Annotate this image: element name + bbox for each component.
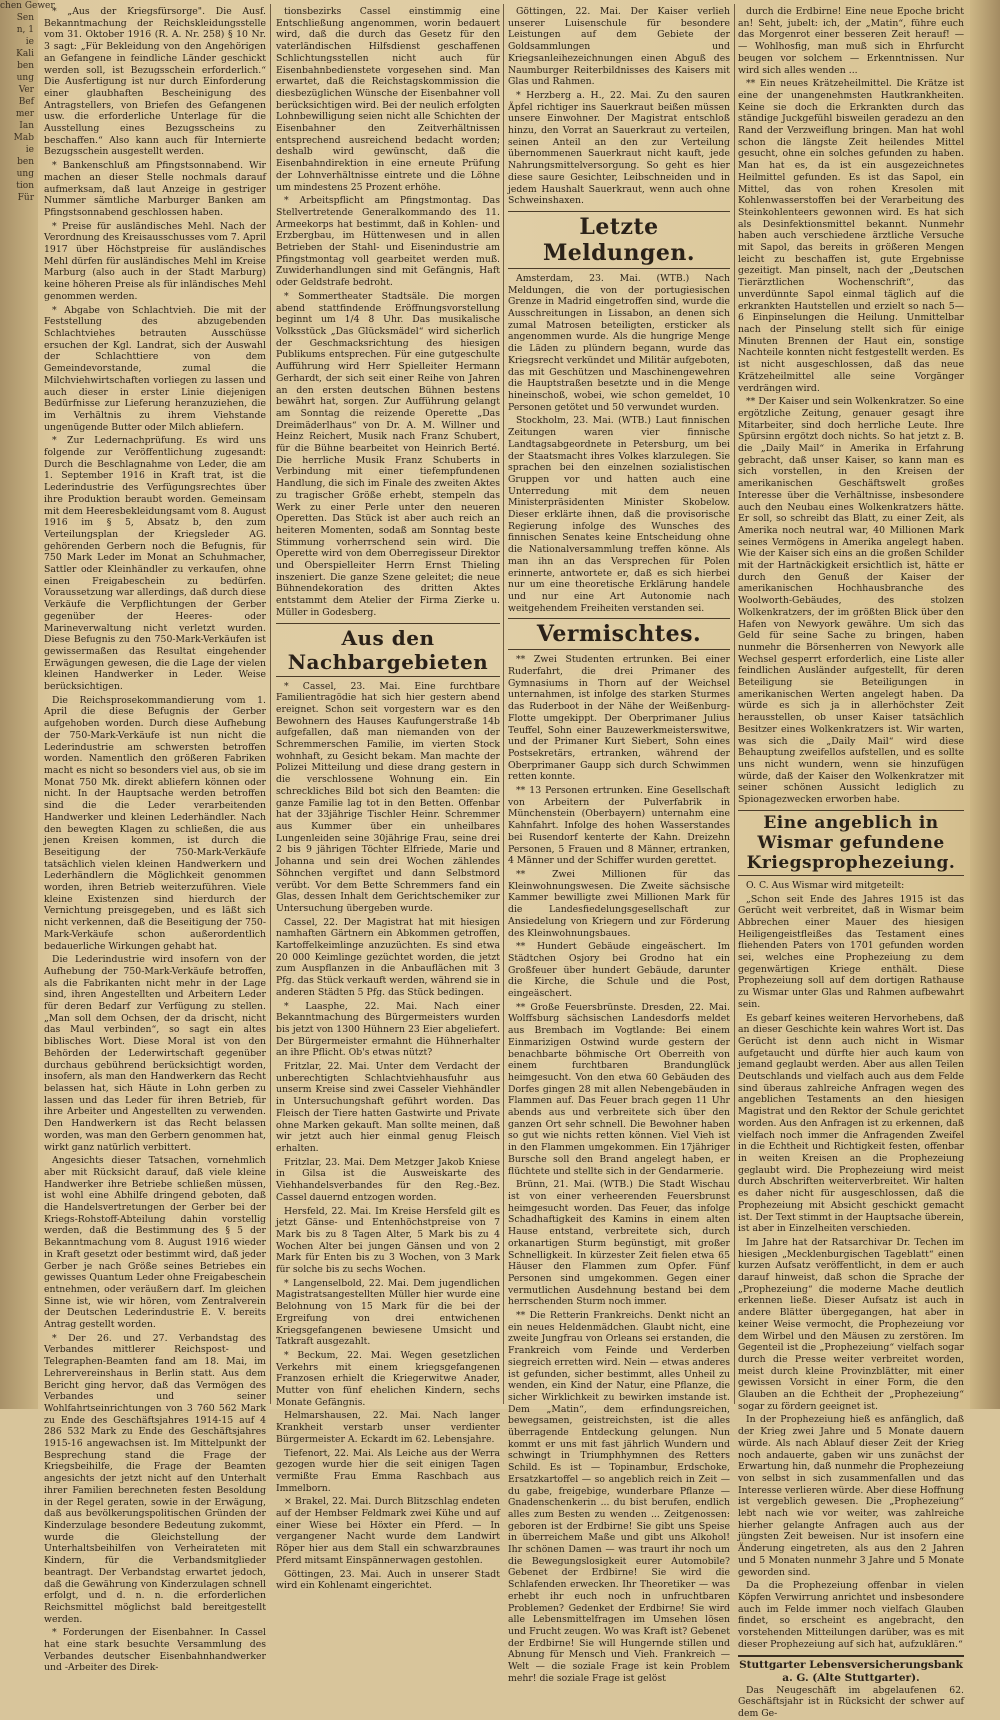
article-schlachtvieh: * Abgabe von Schlachtvieh. Die mit der Feststellung des abzugebenden Schlachtviehes betrauten Ausschüsse ersuchen der Kgl. Landrat, sich der Auswahl der Schlachttiere von dem Gemeindevorstande, zumal die Milchviehwirtschaften vorliegen zu lassen und auch dieser in erster Linie diejenigen Bedürfnisse zur Lieferung heranzuziehen, die im Verhältnis zu ihrem Viehstande ungenügende Butter oder Milch abliefern. — [44, 304, 266, 433]
article-sommertheater: * Sommertheater Stadtsäle. Die morgen abend stattfindende Eröffnungsvorstellung beginnt um 1/4 8 Uhr. Das musikalische Volksstück „Das Glücksmädel“ wird sicherlich der Geschmacksrichtung des hiesigen Publikums entsprechen. Für eine gutgeschulte Aufführung wird Herr Spielleiter Hermann Gerhardt, der sich seit einer Reihe von Jahren an den ersten deutschen Bühnen bestens bewährt hat, sorgen. Zur Aufführung gelangt am Sonntag die reizende Operette „Das Dreimäderlhaus“ von Dr. A. M. Willner und Heinz Reichert, Musik nach Franz Schubert, für die Bühne bearbeitet von Heinrich Berté. Die herrliche Musik Franz Schuberts in Verbindung mit einer tiefempfundenen Handlung, die sich im Finale des zweiten Aktes zu tragischer Größe erhebt, stempeln das Werk zu einer Perle unter den neueren Operetten. Das Stück ist aber auch reich an heiteren Momenten, sodaß am Sonntag beste Stimmung vorherrschend sein wird. Die Operette wird von dem Oberregisseur Direktor und Oberspielleiter Herrn Ernst Thieling inszeniert. Die ganze Szene geleitet; die neue Bühnendekoration des dritten Aktes entstammt dem Atelier der Firma Zierke u. Müller in Godesberg. — [276, 290, 500, 618]
news-item: ** Zwei Studenten ertrunken. Bei einer Ruderfahrt, die drei Primaner des Gymnasiums in Thorn auf der Weichsel unternahmen, ist infolge des starken Sturmes das Ruderboot in der Nähe der Weißenburg-Flotte umgekippt. Der Oberprimaner Julius Teuffel, Sohn einer Bauzewerkmeisterswitwe, und der Primaner Kurt Siebert, Sohn eines Postsekretärs, ertranken, während der Oberprimaner Gaupp sich durch Schwimmen retten konnte. — [508, 654, 730, 783]
news-item: Hersfeld, 22. Mai. Im Kreise Hersfeld gilt es jetzt Gänse- und Entenhöchstpreise von 7 Mark bis zu 8 Tagen Alter, 5 Mark bis zu 4 Wochen Alter bei jungen Gänsen und von 2 Mark für Enten bis zu 3 Wochen, von 3 Mark für solche bis zu sechs Wochen. — [276, 1205, 500, 1276]
news-item: ** Große Feuersbrünste. Dresden, 22. Mai. Wolffsburg sächsischen Landesdorfs meldet aus Brembach im Vogtlande: Bei einem Einmarizigen Ostwind wurde gestern der benachbarte böhmische Ort Oberreith von einem furchtbaren Brandunglück heimgesucht. Von den etwa 60 Gebäuden des Dorfes gingen 28 mit allen Nebengebäuden in Flammen auf. Das Feuer brach gegen 11 Uhr abends aus und verbreitete sich über den ganzen Ort sehr schnell. Die Bewohner haben so gut wie nichts retten können. Viel Vieh ist in den Flammen umgekommen. Ein 17jähriger Bursche soll den Brand angelegt haben, er flüchtete und stellte sich in der Gendarmerie. — [508, 1001, 730, 1177]
gutter-fragment: tion — [16, 181, 34, 191]
article-mehlpreise: * Preise für ausländisches Mehl. Nach der Verordnung des Kreisausschusses vom 7. April 1917 über Höchstpreise für ausländisches Mehl dürfen für ausländisches Mehl im Kreise Marburg (also auch in der Stadt Marburg) keine höheren Preise als für inländisches Mehl genommen werden. — [44, 220, 266, 302]
section-heading-nachbargebiete: Aus den Nachbargebieten — [276, 623, 500, 677]
gutter-fragment: ben — [17, 61, 34, 71]
gutter-fragment: ung — [16, 169, 34, 179]
column-rule — [503, 4, 504, 1404]
news-item: * Langenselbold, 22. Mai. Dem jugendlichen Magistratsangestellten Müller hier wurde eine Belohnung von 15 Mark für die bei der Ergreifung von drei entwichenen Kriegsgefangenen bewiesene Umsicht und Tatkraft ausgezahlt. — [276, 1277, 500, 1348]
article-paragraph: In der Prophezeiung hieß es anfänglich, daß der Krieg zwei Jahre und 5 Monate dauern würde. Als nach Ablauf dieser Zeit der Krieg noch andauerte, gaben wir uns zunächst der Erwartung hin, daß nunmehr die Prophezeiung von selbst in sich zusammenfallen und das Interesse verlieren würde. Aber diese Hoffnung ist vergeblich gewesen. Die „Prophezeiung“ lebt nach wie vor weiter, was zahlreiche hierher gelangte Anfragen auch aus der jüngsten Zeit beweisen. Nur ist insofern eine Änderung eingetreten, als aus den 2 Jahren und 5 Monaten nunmehr 3 Jahre und 5 Monate geworden sind. — [738, 1414, 964, 1578]
insurance-notice-title: Stuttgarter Lebensversicherungsbank a. G. (Alte Stuttgarter). — [738, 1655, 964, 1685]
article-paragraph: „Schon seit Ende des Jahres 1915 ist das Gerücht weit verbreitet, daß in Wismar beim Abbrechen einer Mauer des hiesigen Heiligengeistfleißes das Testament eines fliehenden Paters von 1701 gefunden worden sei, welches eine Prophezeiung zu dem gegenwärtigen Kriege enthält. Diese Prophezeiung soll auf dem dortigen Rathause zu Wismar unter Glas und Rahmen aufbewahrt sein. — [738, 893, 964, 1010]
news-item: Fritzlar, 23. Mai. Dem Metzger Jakob Kniese in Gilsa ist die Ausweiskarte des Viehhandelsverbandes für den Reg.-Bez. Cassel dauernd entzogen worden. — [276, 1156, 500, 1203]
news-item: Brünn, 21. Mai. (WTB.) Die Stadt Wischau ist von einer verheerenden Feuersbrunst heimgesucht worden. Das Feuer, das infolge Schadhaftigkeit des Kamins in einem alten Hause entstand, verbreitete sich, durch orkanartigen Sturm begünstigt, mit großer Schnelligkeit. In kürzester Zeit fielen etwa 65 Häuser den Flammen zum Opfer. Fünf Personen sind umgekommen. Gegen einer vermutlichen Ausdehnung bestand bei dem herrschenden Sturm noch immer. — [508, 1179, 730, 1308]
article-paragraph: O. C. Aus Wismar wird mitgeteilt: — [746, 879, 905, 891]
article-paragraph: Angesichts dieser Tatsachen, vornehmlich aber mit Rücksicht darauf, daß viele kleine Handwerker ihre Betriebe schließen müssen, ist wohl eine Abhilfe dringend geboten, daß die Handelsvertretungen der Gerber bei der Kriegs-Rohstoff-Abteilung dahin vorstellig werden, daß die Bestimmung des § 5 der Bekanntmachung vom 8. August 1916 wieder in Kraft gesetzt oder bestimmt wird, daß jeder Gerber je nach Größe seines Betriebes ein gewisses Quantum Leder ohne Freigabeschein entnehmen, oder veräußern darf. Im gleichen Sinne ist, wie wir hören, vom Zentralverein der Deutschen Lederindustrie E. V. bereits Antrag gestellt worden. — [44, 1155, 266, 1331]
article-paragraph: Die Lederindustrie wird insofern von der Aufhebung der 750-Mark-Verkäufe betroffen, als die Fabrikanten nicht mehr in der Lage sind, ihren Angestellten und Arbeitern Leder für deren Bedarf zur Verfügung zu stellen. „Man soll dem Ochsen, der da drischt, nicht das Maul verbinden“, so sagt ein altes biblisches Wort. Diese Moral ist von den Behörden der Lederwirtschaft gegenüber durchaus gebührend berücksichtigt worden, insofern, als man den Handwerkern das Recht belassen hat, sich Häute in Lohn gerben zu lassen und das Leder für ihren Betrieb, für ihre Arbeiter und Angestellten zu verwenden. Den Handwerkern ist das Recht belassen worden, was man den Gerbern genommen hat, wirkt ganz natürlich verbittert. — [44, 954, 266, 1153]
left-gutter-fragments — [0, 0, 55, 1409]
column-rule — [270, 4, 271, 1404]
article-paragraph: durch die Erdbirne! Eine neue Epoche bricht an! Seht, jubelt: ich, der „Matin“, führe euch das Morgenrot einer besseren Zeit herauf! — — Wohlhosfig, man muß sich in Ehrfurcht beugen vor solchem — Erkenntnissen. Nur wird sich alles wenden ... — [738, 6, 964, 76]
gutter-fragment: Für — [17, 193, 34, 203]
news-item: Helmarshausen, 22. Mai. Nach langer Krankheit verstarb unser verdienter Bürgermeister A. Eckardt im 62. Lebensjahre. — [276, 1410, 500, 1445]
article-paragraph: Im Jahre hat der Ratsarchivar Dr. Techen im hiesigen „Mecklenburgischen Tageblatt“ einen kurzen Aufsatz veröffentlicht, in dem er auch darauf hinweist, daß schon die Sprache der „Prophezeiung“ die moderne Mache deutlich erkennen ließe. Dieser Aufsatz ist auch in andere Blätter übergegangen, hat aber in keiner Weise vermocht, die Prophezeiung vor dem Wirbel und den Mäusen zu zerstören. Im Gegenteil ist die „Prophezeiung“ vielfach sogar durch die Presse weiter verbreitet worden, meist durch kleine Provinzblätter, mit einer gewissen Vorsicht in einer Form, die den Glauben an die Echtheit der „Prophezeiung“ sogar zu fördern geeignet ist. — [738, 1236, 964, 1412]
news-item: * Laasphe, 22. Mai. Nach einer Bekanntmachung des Bürgermeisters wurden bis jetzt von 1300 Hühnern 23 Eier abgeliefert. Der Bürgermeister ermahnt die Hühnerhalter an ihre Pflicht. Ob's etwas nützt? — [276, 1000, 500, 1059]
article-paragraph: Da die Prophezeiung offenbar in vielen Köpfen Verwirrung anrichtet und insbesondere auch im Felde immer noch vielfach Glauben findet, so erscheint es angebracht, den vorstehenden Mitteilungen darüber, was es mit dieser Prophezeiung auf sich hat, aufzuklären.“ — [738, 1580, 964, 1650]
news-item: ** 13 Personen ertrunken. Eine Gesellschaft von Arbeitern der Pulverfabrik in Münchenstein (Oberbayern) unternahm eine Kahnfahrt. Infolge des hohen Wasserstandes bei Rusendorf kenterte der Kahn. Dreizehn Personen, 5 Frauen und 8 Männer, ertranken, 4 Männer und der Schiffer wurden gerettet. — [508, 785, 730, 867]
gutter-fragment: ie — [25, 37, 34, 47]
section-heading-kriegsprophezeiung: Eine angeblich in Wismar gefundene Kriegsprophezeiung. — [738, 810, 964, 876]
section-heading-letzte-meldungen: Letzte Meldungen. — [508, 211, 730, 269]
gutter-fragment: ie — [25, 145, 34, 155]
news-item: Cassel, 22. Der Magistrat hat mit hiesigen namhaften Gärtnern ein Abkommen getroffen, Kartoffelkeimlinge anzuzüchten. Es sind etwa 20 000 Keimlinge gezüchtet worden, die jetzt zum Auspflanzen in die Anbauflächen mit 3 Pfg. das Stück verkauft werden, während sie in anderen Städten 5 Pfg. das Stück bedingen. — [276, 916, 500, 998]
gutter-fragment: Mab — [13, 133, 34, 143]
gutter-fragment: Bef — [18, 97, 34, 107]
article-paragraph: Das Neugeschäft im abgelaufenen 62. Geschäftsjahr ist in Rücksicht der schwer auf dem Ge- — [738, 1684, 964, 1719]
news-item: Göttingen, 22. Mai. Der Kaiser verlieh unserer Luisenschule für besondere Leistungen auf dem Gebiete der Goldsammlungen und Kriegsanleihezeichnungen einen Abguß des Naumburger Reiterbildnisses des Kaisers mit Glas und Rahmen. — [508, 6, 730, 88]
article-ledernachpruefung: * Zur Ledernachprüfung. Es wird uns folgende zur Veröffentlichung zugesandt: Durch die Beschlagnahme von Leder, die am 1. September 1916 in Kraft trat, ist die Lederindustrie des Verfügungsrechtes über ihre Produktion beraubt worden. Gemeinsam mit dem Heeresbekleidungsamt vom 8. August 1916 im § 5, Absatz b, den zum Verteilungsplan der Kriegsleder AG. gehörenden Gerbern noch die Befugnis, für 750 Mark Leder im Monat an Schuhmacher, Sattler oder Kleinhändler zu verkaufen, ohne einen Freigabeschein zu bedürfen. Voraussetzung war allerdings, daß durch diese Verkäufe die Verpflichtungen der Gerber gegenüber der Heeres- oder Marineverwaltung nicht verletzt wurden. Diese Befugnis zu den 750-Mark-Verkäufen ist gewissermaßen das Resultat eingehender Erwägungen gewesen, die die Lage der vielen kleinen Handwerker in Leder. Weise berücksichtigen. — [44, 435, 266, 693]
gutter-fragment: mer — [15, 109, 34, 119]
article-eisenbahner: * Forderungen der Eisenbahner. In Cassel hat eine stark besuchte Versammlung des Verbandes deutscher Eisenbahnhandwerker und -Arbeiter des Direk- — [44, 1627, 266, 1674]
news-item: Fritzlar, 22. Mai. Unter dem Verdacht der unberechtigten Schlachtviehhausfuhr aus unserm Kreise sind zwei Casseler Viehhändler in Untersuchungshaft geführt worden. Das Fleisch der Tiere hatten Gastwirte und Private ohne Marken gekauft. Man sollte meinen, daß wir jetzt auch hier einmal genug Fleisch erhalten. — [276, 1061, 500, 1154]
article-kriegsfuersorge: * „Aus der Kriegsfürsorge". Die Ausf. Bekanntmachung der Reichskleidungsstelle vom 31. Oktober 1916 (R. A. Nr. 258) § 10 Nr. 3 sagt: „Für Bekleidung von den Angehörigen an Gefangene in feindliche Länder geschickt werden soll, ist Bezugsschein erforderlich.“ Die Ausfertigung ist nur durch Einforderung einer glaubhaften Bescheinigung des Antragstellers, von Briefen des Gefangenen usw. die erforderliche Unterlage für die Ausstellung eines Bezugsscheins zu beschaffen.“ Also kann auch für Internierte Bezugsschein ausgestellt werden. — [44, 6, 266, 158]
article-arbeitspflicht: * Arbeitspflicht am Pfingstmontag. Das Stellvertretende Generalkommando des 11. Armeekorps hat bestimmt, daß in Kohlen- und Erzbergbau, im Hüttenwesen und in allen Betrieben der Stahl- und Eisenindustrie am Pfingstmontag voll gearbeitet werden muß. Zuwiderhandlungen sind mit Gefängnis, Haft oder Geldstrafe bedroht. — [276, 195, 500, 289]
section-heading-vermischtes: Vermischtes. — [508, 618, 730, 650]
news-item: ** Die Retterin Frankreichs. Denkt nicht an ein neues Heldenmädchen. Glaubt nicht, eine zweite Jungfrau von Orleans sei erstanden, die Frankreich vom Feinde und Verderben siegreich erretten wird. Nein — etwas anderes ist gefunden, sicher bestimmt, alles Unheil zu wenden, ein Kind der Natur, eine Pflanze, die sicher Wirklichkeit zu bewirken imstande ist. Dem „Matin“, dem erfindungsreichen, bewegsamen, geistreichsten, ist die alles überragende Entdeckung gelungen. Nun kommt er uns mit fast jährlich Wundern und schwingt in Triumphhymnen des Retters Schild. Es ist — Topinambur, Erdschoke, Ersatzkartoffel — so angeblich reich in Zeit — du gabe, freigebige, wunderbare Pflanze — Gnadenschenkerin ... du bist berufen, endlich alles zum Besten zu wenden ... Zeitgenossen: geboren ist der Erdbirne! Sie gibt uns Speise in überreichem Maße und gibt uns Alkohol! Ihr schönen Damen — was traurt ihr noch um die Bewegungslosigkeit eurer Automobile? Gebenet der Erdbirne! Sie wird die Schlafenden erwecken. Ihr Theoretiker — was erhebt ihr euch noch in unfruchtbaren Problemen? Gedenket der Erdbirne! Sie wird alle Lebensmittelfragen im Umsehen lösen und Frucht zeugen. Wo was Kraft ist? Gebenet der Erdbirne! Sie will Hungernde stillen und Abnung für Mensch und Vieh. Frankreich — Welt — die soziale Frage ist kein Problem mehr! die soziale Frage ist gelöst — [508, 1310, 730, 1684]
news-item: Tiefenort, 22. Mai. Als Leiche aus der Werra gezogen wurde hier die seit einigen Tagen vermißte Frau Emma Raschbach aus Immelborn. — [276, 1447, 500, 1494]
news-item: Amsterdam, 23. Mai. (WTB.) Nach Meldungen, die von der portugiesischen Grenze in Madrid eingetroffen sind, wurde die Ausschreitungen in Lissabon, an denen sich zumal Matrosen beteiligten, ersticker als angenommen wurde. Als die hungrige Menge die Läden zu plündern begann, wurde das Kriegsrecht verkündet und Militär aufgeboten, das mit Geschützen und Maschinengewehren die Hauptstraßen besetzte und in die Menge hineinschoß, wobei, wie schon gemeldet, 10 Personen getötet und 50 verwundet wurden. — [508, 272, 730, 413]
article-kaiser-wolkenkratzer: ** Der Kaiser und sein Wolkenkratzer. So eine ergötzliche Zeitung, genauer gesagt ihre Mitarbeiter, sind doch herrliche Leute. Ihre Spürsinn ergötzt doch nichts. So hat jetzt z. B. die „Daily Mail“ in Amerika in Erfahrung gebracht, daß unser Kaiser, so kann man es sich vorstellen, in den Kreisen der amerikanischen Geschäftswelt großes Interesse über die Verhältnisse, insbesondere auch den Neubau eines Wolkenkratzers hätte. Er soll, so schreibt das Blatt, zu einer Zeit, als Amerika noch neutral war, 40 Millionen Mark seines Vermögens in Amerika angelegt haben. Wie der Kaiser sich eins an die großen Schilder mit der Hartnäckigkeit ersichtlich ist, hätte er durch den Genuß der Kaiser der amerikanischen Hochhausbranche des Woolworth-Gebäudes, des stolzen Wolkenkratzers, der im größten Blick über den Hafen von Newyork gewähre. Um sich das Geld für seine Sache zu bringen, haben nunmehr die Börsenherren von Newyork alle Wechsel gesperrt erforderlich, eine Liste aller feindlichen Ausländer aufgestellt, für deren Beteiligung sie Beteiligungen in amerikanischen Werten angelegt haben. Da würde es sich ja in allerhöchster Zeit herausstellen, ob unser Kaiser tatsächlich Besitzer eines Wolkenkratzers ist. Wir warten, was sich die „Daily Mail“ wird diese Behauptung zweifellos aufstellen, und es sollte uns nicht wundern, wenn sie hinzufügen würde, daß der Kaiser den Wolkenkratzer mit seiner schönen Aussicht lediglich zu Spionagezwecken erworben habe. — [738, 396, 964, 806]
gutter-fragment: ben — [17, 157, 34, 167]
gutter-fragment: ung — [16, 73, 34, 83]
news-item: Stockholm, 23. Mai. (WTB.) Laut finnischen Zeitungen waren vier finnische Landtagsabgeordnete in Petersburg, um bei der Staatsmacht ihres Volkes klarzulegen. Sie sprachen bei den einzelnen sozialistischen Gruppen vor und hatten auch eine Unterredung mit dem neuen Ministerpräsidenten Minister Skobelow. Dieser erklärte ihnen, daß die provisorische Regierung infolge des Wunsches des finnischen Senates keine Entscheidung ohne die Nationalversammlung treffen könne. Als man ihn an das Versprechen für Polen erinnerte, antwortete er, daß es sich hierbei nur um eine theoretische Erklärung handele und nur eine Art Autonomie nach weitgehendem Freiheiten verstanden sei. — [508, 415, 730, 614]
news-item: * Cassel, 23. Mai. Eine furchtbare Familientragödie hat sich hier gestern abend ereignet. Schon seit vorgestern war es den Bewohnern des Hauses Kaufungerstraße 14b aufgefallen, daß man niemanden von der Schremmerschen Familie, im vierten Stock wohnhaft, zu Gesicht bekam. Man machte der Polizei Mitteilung und diese drang gestern in die verschlossene Wohnung ein. Ein schreckliches Bild bot sich den Beamten: die ganze Familie lag tot in den Betten. Offenbar hat der 33jährige Tischler Heinr. Schremmer aus Kummer über ein unheilbares Lungenleiden seine 30jährige Frau, seine drei 2 bis 9 jährigen Töchter Elfriede, Marie und Johanna und sein drei Wochen zählendes Söhnchen vergiftet und dann Selbstmord verübt. Vor dem Bette Schremmers fand ein Glas, dessen Inhalt dem Gerichtschemiker zur Untersuchung übergeben wurde. — [276, 680, 500, 914]
gutter-fragment: Ian — [19, 121, 34, 131]
gutter-fragment: chen Gewer — [0, 1, 55, 11]
news-item: ** Hundert Gebäude eingeäschert. Im Städtchen Osjory bei Grodno hat ein Großfeuer über hundert Gebäude, darunter die Kirche, die Schule und die Post, eingeäschert. — [508, 941, 730, 1000]
gutter-fragment: Ver — [18, 85, 34, 95]
news-item: ** Zwei Millionen für das Kleinwohnungswesen. Die Zweite sächsische Kammer bewilligte zwei Millionen Mark für die Landesfiedelungsgesellschaft zur Ansiedelung von Kriegern und zur Förderung des Kleinwohnungsbaues. — [508, 869, 730, 939]
gutter-fragment: Kali — [16, 49, 34, 59]
article-paragraph: tionsbezirks Cassel einstimmig eine Entschließung angenommen, worin bedauert wird, daß die durch das Gesetz für den vaterländischen Hilfsdienst geschaffenen Schlichtungsstellen nicht auch für Eisenbahnbedienstete vorgesehen sind. Man erwartet, daß die Reichstagskommission die diesbezüglichen Wünsche der Eisenbahner voll berücksichtigen wird. Bei der neulich erfolgten Lohnbewilligung seien nicht alle Schichten der Eisenbahner den Zeitverhältnissen entsprechend ausreichend bedacht worden; deshalb wird gewünscht, daß die Eisenbahndirektion in eine erneute Prüfung der Lohnverhältnisse eintrete und die Löhne um mindestens 25 Prozent erhöhe. — [276, 6, 500, 193]
news-item: Göttingen, 23. Mai. Auch in unserer Stadt wird ein Kohlenamt eingerichtet. — [276, 1568, 500, 1592]
article-bankenschluss: * Bankenschluß am Pfingstsonnabend. Wir machen an dieser Stelle nochmals darauf aufmerksam, daß laut Anzeige in gestriger Nummer sämtliche Marburger Banken am Pfingstsonnabend geschlossen haben. — [44, 160, 266, 218]
article-kraetzeheilmittel: ** Ein neues Krätzeheilmittel. Die Krätze ist eine der unangenehmsten Hautkrankheiten. Keine sie doch die Erkrankten durch das ständige Juckgefühl bisweilen geradezu an den Rand der Verzweiflung bringen. Man hat wohl schon die längste Zeit heilendes Mittel gesucht, ohne ein solches gefunden zu haben. Man hat es, da ist ein ausgezeichnetes Heilmittel gefunden. Es ist das Sapol, ein Mittel, das von rohen Kresolen mit Kohlenwasserstoffen bei der Verarbeitung des Steinkohlenteers gewonnen wird. Es hat sich als Desinfektionsmittel bekannt. Nunmehr haben auch verschiedene ärztliche Versuche mit Sapol, das bereits in größeren Mengen leicht zu beschaffen ist, gute Ergebnisse gezeitigt. Man pinselt, nach der „Deutschen Tierärztlichen Wochenschrift“, das unverdünnte Sapol einmal täglich auf die erkrankten Hautstellen und erzielt so nach 5—6 Einpinselungen die Heilung. Unmittelbar nach der Pinselung stellt sich für einige Minuten Brennen der Haut ein, sonstige Nachteile konnten nicht festgestellt werden. Es ist nicht ausgeschlossen, daß das neue Krätzeheilmittel alle seine Vorgänger verdrängen wird. — [738, 78, 964, 394]
gutter-fragment: n, 1 — [16, 25, 34, 35]
column-2 — [276, 6, 500, 1592]
news-item: * Beckum, 22. Mai. Wegen gesetzlichen Verkehrs mit einem kriegsgefangenen Franzosen erhielt die Kriegerwitwe Anader, Mutter von fünf ehelichen Kindern, sechs Monate Gefängnis. — [276, 1349, 500, 1408]
article-paragraph: Die Reichsprosekommandierung vom 1. April die diese Befugnis der Gerber aufgehoben worden. Durch diese Aufhebung der 750-Mark-Verkäufe ist nun nicht die Lederindustrie am schwersten betroffen worden. Namentlich den größeren Fabriken macht es nicht so besonders viel aus, ob sie im Monat 750 Mk. direkt abliefern können oder nicht. In der Hauptsache werden betroffen sind die die Leder verarbeitenden Handwerker und kleinen Lederhändler. Nach den bewegten Klagen zu schließen, die aus jenen Kreisen kommen, ist durch die Beseitigung der 750-Mark-Verkäufe tatsächlich vielen kleinen Handwerkern und Lederhändlern die Möglichkeit genommen worden, ihren Betrieb weiterzuführen. Viele kleine Existenzen sind hierdurch der Vernichtung preisgegeben, und es läßt sich nicht verkennen, daß die Beseitigung der 750-Mark-Verkäufe schon außerordentlich bedauerliche Wirkungen gehabt hat. — [44, 694, 266, 952]
article-paragraph: Es gebarf keines weiteren Hervorhebens, daß an dieser Geschichte kein wahres Wort ist. Das Gerücht ist denn auch nicht in Wismar aufgetaucht und dürfte hier auch kaum von jemand geglaubt werden. Aber aus allen Teilen Deutschlands und vielfach auch aus dem Felde sind überaus zahlreiche Anfragen wegen des angeblichen Testaments an den hiesigen Magistrat und den Rektor der Schule gerichtet worden. Aus den Anfragen ist zu erkennen, daß vielfach noch immer die Anfragenden Zweifel in die Echtheit und Richtigkeit festen, offenbar in weiten Kreisen an die Prophezeiung geglaubt wird. Die Prophezeiung wird meist durch Abschriften weiterverbreitet. Wir halten es daher nicht für ausgeschlossen, daß die Prophezeiung mit Absicht geschickt gemacht ist. Der Text stimmt in der Hauptsache überein, ist aber in Einzelheiten verschieden. — [738, 1012, 964, 1235]
column-1 — [44, 6, 266, 1674]
column-3 — [508, 6, 730, 1684]
column-rule — [734, 4, 735, 1404]
news-item: × Brakel, 22. Mai. Durch Blitzschlag endeten auf der Hembser Feldmark zwei Kühe und auf einer Wiese bei Höxter ein Pferd. — In vergangener Nacht wurde dem Landwirt Röper hier aus dem Stall ein schwarzbraunes Pferd mitsamt Einspännerwagen gestohlen. — [276, 1496, 500, 1566]
gutter-fragment: Sen — [16, 13, 34, 23]
column-4 — [738, 6, 964, 1719]
right-page-edge — [970, 0, 1000, 1409]
news-item: * Herzberg a. H., 22. Mai. Zu den sauren Äpfel richtiger ins Sauerkraut beißen müssen unsere Einwohner. Der Magistrat entschloß hinzu, den Vorrat an Sauerkraut zu verteilen, seinen Anteil an den zur Verteilung übernommenen Sauerkraut nicht kauft, jede Nahrungsmittelversorgung. So geht es hier diese saure Gesichter, Leibschneiden und in jedem Haushalt Sauerkraut, wenn auch ohne Schweinshaxen. — [508, 89, 730, 207]
article-verbandstag: * Der 26. und 27. Verbandstag des Verbandes mittlerer Reichspost- und Telegraphen-Beamten fand am 18. Mai, im Lehrervereinshaus in Berlin statt. Aus dem Bericht ging hervor, daß das Vermögen des Verbandes und seiner Wohlfahrtseinrichtungen von 3 760 562 Mark zu Ende des Geschäftsjahres 1914-15 auf 4 286 532 Mark zu Ende des Geschäftsjahres 1915-16 angewachsen ist. Im Mittelpunkt der Besprechung stand die Frage der Kriegsbeihilfe, die Frage der Beamten angesichts der jetzt nicht auf den Unterhalt ihrer Familien berechneten festen Besoldung in der Regel geraten, sowie in der Erwägung, daß aus bevölkerungspolitischen Gründen der Kinderzulage besondere Bedeutung zukommt, wurde die Gleichstellung der Unterhaltsbeihilfen von Verheirateten mit Kindern, für die Verbandsmitglieder beantragt. Der Verbandstag erwartet jedoch, daß die Gewährung von Kinderzulagen schnell erfolgt, und d. n. n. die erforderlichen Reichsmittel möglichst bald bereitgestellt werden. — [44, 1332, 266, 1625]
